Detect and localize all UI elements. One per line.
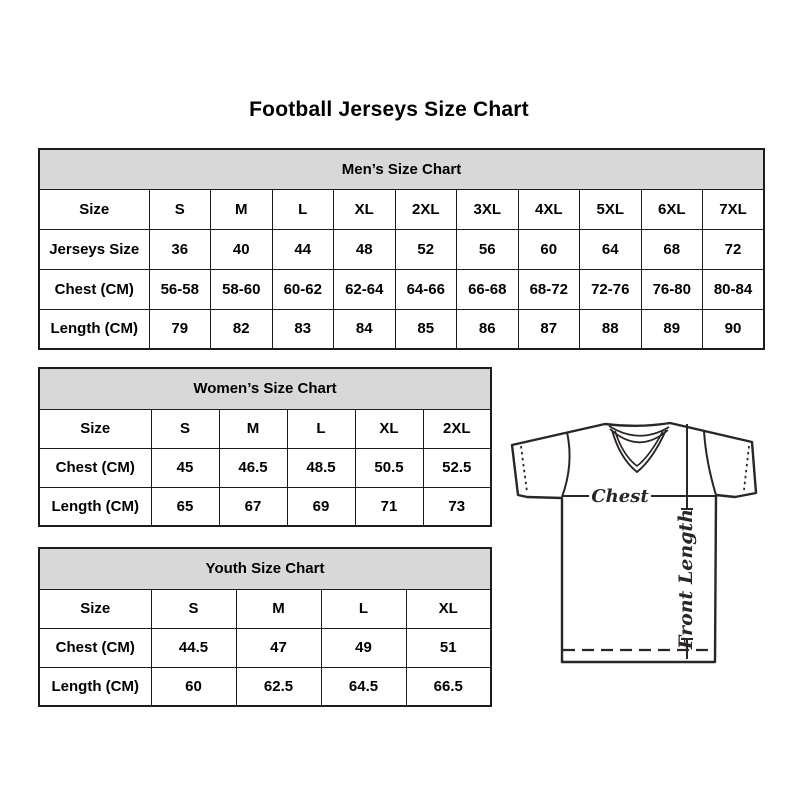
- size-value: 62-64: [334, 269, 396, 309]
- size-value: M: [211, 189, 273, 229]
- size-value: 40: [211, 229, 273, 269]
- table-row: [39, 309, 764, 349]
- table-row: [39, 409, 491, 448]
- table-title: Men’s Size Chart: [39, 149, 764, 189]
- table-title: Women’s Size Chart: [39, 368, 491, 409]
- jersey-outline-icon: [505, 400, 777, 690]
- mens-size-table: [38, 148, 765, 350]
- size-value: S: [151, 589, 236, 628]
- table-title: Youth Size Chart: [39, 548, 491, 589]
- size-value: 62.5: [236, 667, 321, 706]
- size-value: 6XL: [641, 189, 703, 229]
- size-value: 51: [406, 628, 491, 667]
- womens-size-table: [38, 367, 492, 527]
- size-value: 44.5: [151, 628, 236, 667]
- row-label: Chest (CM): [39, 448, 151, 487]
- row-label: Length (CM): [39, 667, 151, 706]
- size-value: 60: [151, 667, 236, 706]
- size-value: 52: [395, 229, 457, 269]
- size-value: 50.5: [355, 448, 423, 487]
- size-value: 56: [457, 229, 519, 269]
- size-value: L: [321, 589, 406, 628]
- size-value: 65: [151, 487, 219, 526]
- size-value: 72-76: [580, 269, 642, 309]
- size-value: 84: [334, 309, 396, 349]
- size-value: 88: [580, 309, 642, 349]
- table-row: [39, 448, 491, 487]
- size-value: 52.5: [423, 448, 491, 487]
- size-value: 69: [287, 487, 355, 526]
- table-row: [39, 667, 491, 706]
- size-value: 60-62: [272, 269, 334, 309]
- size-value: 79: [149, 309, 211, 349]
- size-value: 56-58: [149, 269, 211, 309]
- size-value: 58-60: [211, 269, 273, 309]
- front-length-label: Front Length: [675, 508, 697, 650]
- jersey-measurement-diagram: [505, 400, 777, 690]
- size-value: 72: [703, 229, 765, 269]
- size-value: 46.5: [219, 448, 287, 487]
- size-value: 68: [641, 229, 703, 269]
- table-header-row: [39, 149, 764, 189]
- size-value: XL: [355, 409, 423, 448]
- size-value: 89: [641, 309, 703, 349]
- row-label: Chest (CM): [39, 628, 151, 667]
- size-value: 64-66: [395, 269, 457, 309]
- size-value: L: [272, 189, 334, 229]
- youth-size-table: [38, 547, 492, 707]
- row-label: Length (CM): [39, 309, 149, 349]
- size-value: 47: [236, 628, 321, 667]
- row-label: Chest (CM): [39, 269, 149, 309]
- size-value: 64.5: [321, 667, 406, 706]
- size-value: 80-84: [703, 269, 765, 309]
- size-value: 2XL: [423, 409, 491, 448]
- table-row: [39, 229, 764, 269]
- size-value: L: [287, 409, 355, 448]
- size-value: 5XL: [580, 189, 642, 229]
- size-value: S: [149, 189, 211, 229]
- size-value: XL: [406, 589, 491, 628]
- size-value: 49: [321, 628, 406, 667]
- row-label: Length (CM): [39, 487, 151, 526]
- size-value: 66.5: [406, 667, 491, 706]
- row-label: Size: [39, 589, 151, 628]
- size-value: 48: [334, 229, 396, 269]
- size-value: 45: [151, 448, 219, 487]
- size-value: 85: [395, 309, 457, 349]
- table-header-row: [39, 548, 491, 589]
- size-value: 4XL: [518, 189, 580, 229]
- size-value: 86: [457, 309, 519, 349]
- size-value: M: [219, 409, 287, 448]
- table-row: [39, 487, 491, 526]
- size-value: 3XL: [457, 189, 519, 229]
- size-value: 90: [703, 309, 765, 349]
- size-value: 60: [518, 229, 580, 269]
- size-value: 76-80: [641, 269, 703, 309]
- size-value: 66-68: [457, 269, 519, 309]
- row-label: Jerseys Size: [39, 229, 149, 269]
- page-title: Football Jerseys Size Chart: [249, 98, 529, 121]
- size-value: S: [151, 409, 219, 448]
- size-value: 36: [149, 229, 211, 269]
- left-cuff-stitch: [521, 446, 527, 492]
- size-value: 2XL: [395, 189, 457, 229]
- table-row: [39, 589, 491, 628]
- jersey-body-outline: [512, 423, 756, 662]
- chest-label: Chest: [591, 486, 649, 507]
- table-row: [39, 189, 764, 229]
- size-value: XL: [334, 189, 396, 229]
- size-value: 67: [219, 487, 287, 526]
- size-value: 73: [423, 487, 491, 526]
- size-value: 68-72: [518, 269, 580, 309]
- size-value: 83: [272, 309, 334, 349]
- table-row: [39, 269, 764, 309]
- table-row: [39, 628, 491, 667]
- size-value: 71: [355, 487, 423, 526]
- right-cuff-stitch: [744, 446, 749, 490]
- table-header-row: [39, 368, 491, 409]
- size-value: 64: [580, 229, 642, 269]
- size-value: 82: [211, 309, 273, 349]
- size-value: 87: [518, 309, 580, 349]
- size-value: 7XL: [703, 189, 765, 229]
- size-value: 44: [272, 229, 334, 269]
- row-label: Size: [39, 189, 149, 229]
- size-value: 48.5: [287, 448, 355, 487]
- row-label: Size: [39, 409, 151, 448]
- size-value: M: [236, 589, 321, 628]
